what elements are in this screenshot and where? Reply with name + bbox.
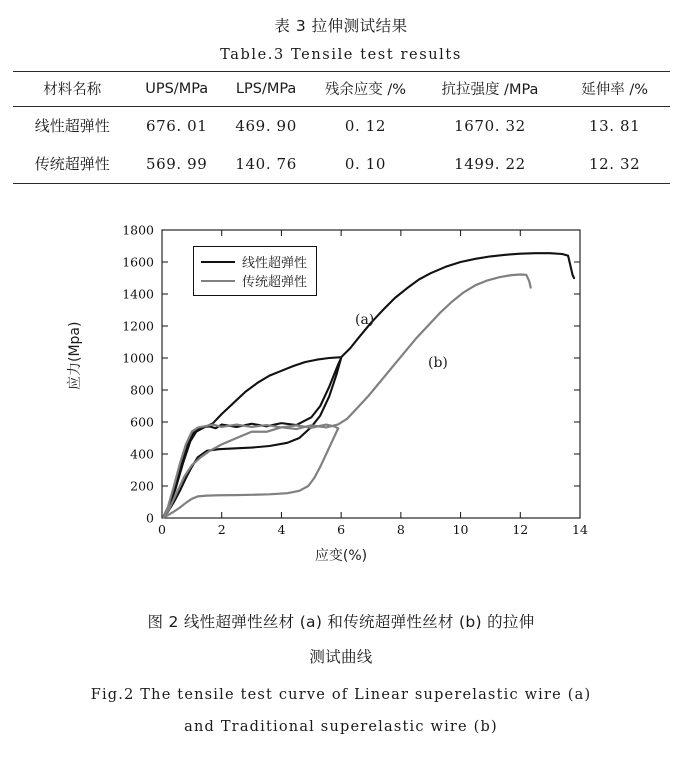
svg-text:4: 4 (277, 522, 286, 537)
svg-text:10: 10 (452, 522, 469, 537)
svg-text:12: 12 (512, 522, 529, 537)
figure-caption (31, 610, 651, 735)
svg-text:0: 0 (158, 522, 166, 537)
table-block (0, 0, 682, 184)
legend-label-traditional: 传统超弹性 (242, 275, 308, 290)
svg-text:2: 2 (217, 522, 226, 537)
legend-item-traditional (201, 271, 307, 290)
fig-caption-cn-line2: 测试曲线 (309, 648, 373, 666)
cell-lps: 140. 76 (235, 154, 297, 173)
col-header-residual-strain: 残余应变 /% (324, 82, 407, 98)
col-header-tensile-strength: 抗拉强度 /MPa (441, 82, 539, 98)
table-caption-en: Table.3 Tensile test results (220, 47, 462, 63)
table-body (13, 107, 670, 184)
legend-swatch-linear (201, 261, 235, 263)
svg-text:200: 200 (130, 478, 154, 494)
fig-caption-cn-line1: 图 2 线性超弹性丝材 (a) 和传统超弹性丝材 (b) 的拉伸 (147, 613, 535, 631)
cell-ups: 676. 01 (145, 116, 208, 135)
svg-text:14: 14 (572, 522, 588, 537)
legend-item-linear (201, 252, 307, 271)
cell-tensile-strength: 1670. 32 (454, 116, 526, 135)
legend-label-linear: 线性超弹性 (242, 256, 308, 271)
svg-text:1600: 1600 (122, 254, 154, 270)
svg-text:1200: 1200 (122, 318, 154, 334)
svg-text:8: 8 (396, 522, 405, 537)
col-header-lps: LPS/MPa (235, 80, 297, 97)
col-header-elongation: 延伸率 /% (581, 82, 649, 98)
cell-elongation: 12. 32 (588, 154, 641, 173)
svg-text:600: 600 (130, 414, 154, 430)
cell-lps: 469. 90 (235, 116, 297, 135)
svg-text:6: 6 (337, 522, 346, 537)
cell-ups: 569. 99 (145, 154, 208, 173)
svg-text:800: 800 (130, 382, 154, 398)
cell-tensile-strength: 1499. 22 (454, 154, 526, 173)
cell-residual-strain: 0. 10 (344, 154, 387, 173)
cell-material: 传统超弹性 (34, 155, 110, 173)
svg-text:1000: 1000 (122, 350, 154, 366)
curve-annotation-a: (a) (355, 312, 375, 328)
table-header-row (13, 72, 670, 107)
table-row (13, 145, 670, 184)
col-header-material: 材料名称 (43, 82, 102, 98)
y-axis-title: 应力(Mpa) (67, 321, 83, 390)
table-row (13, 107, 670, 146)
cell-elongation: 13. 81 (588, 116, 641, 135)
stress-strain-chart (0, 200, 682, 600)
svg-text:1400: 1400 (122, 286, 154, 302)
col-header-ups: UPS/MPa (145, 80, 209, 97)
curve-annotation-b: (b) (428, 355, 448, 371)
cell-residual-strain: 0. 12 (344, 116, 387, 135)
table-head (13, 72, 670, 107)
x-axis-title: 应变(%) (314, 548, 368, 564)
tensile-results-table (13, 71, 670, 184)
svg-text:400: 400 (130, 446, 154, 462)
figure-block (0, 200, 682, 600)
legend-swatch-traditional (201, 280, 235, 282)
fig-caption-en-line1: Fig.2 The tensile test curve of Linear superelastic wire (a) (90, 687, 592, 703)
chart-legend (193, 246, 317, 296)
table-caption-cn: 表 3 拉伸测试结果 (274, 17, 408, 35)
svg-text:0: 0 (146, 510, 154, 526)
fig-caption-en-line2: and Traditional superelastic wire (b) (184, 719, 498, 735)
svg-text:1800: 1800 (122, 222, 154, 238)
cell-material: 线性超弹性 (34, 117, 110, 135)
